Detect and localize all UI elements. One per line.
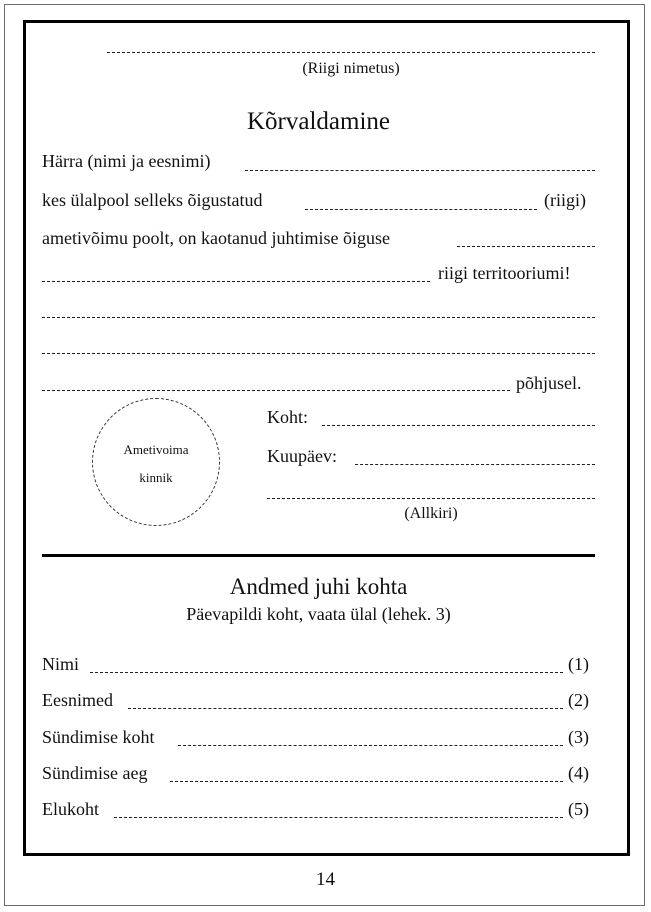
place-label: Koht:: [267, 407, 309, 427]
field-number-4: (4): [568, 763, 589, 783]
authority-label: ametivõimu poolt, on kaotanud juhtimise õiguse: [42, 228, 390, 248]
field-label-firstnames: Eesnimed: [42, 690, 113, 710]
territory-label: riigi territooriumi!: [438, 263, 571, 283]
official-stamp-circle: [92, 398, 220, 526]
authorized-label: kes ülalpool selleks õigustatud: [42, 190, 263, 210]
birthdate-field[interactable]: [170, 781, 563, 782]
residence-field[interactable]: [114, 817, 563, 818]
field-label-residence: Elukoht: [42, 799, 99, 819]
country-word: (riigi): [544, 190, 586, 210]
reason-field-2[interactable]: [42, 353, 595, 354]
country-name-line[interactable]: [107, 52, 595, 53]
field-number-3: (3): [568, 727, 589, 747]
birthplace-field[interactable]: [178, 745, 563, 746]
driver-section-subtitle: Päevapildi koht, vaata ülal (lehek. 3): [186, 604, 451, 624]
date-field[interactable]: [355, 464, 595, 465]
reason-field-3[interactable]: [42, 390, 510, 391]
reason-suffix: põhjusel.: [516, 373, 582, 393]
place-field[interactable]: [322, 425, 595, 426]
section-divider: [42, 554, 595, 557]
form-title: Kõrvaldamine: [246, 108, 390, 135]
field-label-surname: Nimi: [42, 654, 80, 674]
page-number: 14: [316, 869, 335, 890]
reason-field-1[interactable]: [42, 317, 595, 318]
revocation-field[interactable]: [457, 246, 595, 247]
stamp-text-line2: kinnik: [139, 470, 173, 485]
country-name-caption: (Riigi nimetus): [302, 60, 400, 77]
field-number-1: (1): [568, 654, 589, 674]
date-label: Kuupäev:: [267, 446, 337, 466]
name-field[interactable]: [245, 170, 595, 171]
name-label: Härra (nimi ja eesnimi): [42, 151, 211, 171]
field-label-birthplace: Sündimise koht: [42, 727, 155, 747]
authority-field[interactable]: [305, 209, 537, 210]
territory-field[interactable]: [42, 281, 430, 282]
signature-field[interactable]: [267, 498, 595, 499]
surname-field[interactable]: [90, 672, 563, 673]
driver-section-title: Andmed juhi kohta: [229, 574, 408, 599]
stamp-text-line1: Ametivoima: [123, 442, 189, 457]
field-label-birthdate: Sündimise aeg: [42, 763, 148, 783]
signature-caption: (Allkiri): [404, 505, 458, 522]
field-number-5: (5): [568, 799, 589, 819]
firstnames-field[interactable]: [128, 708, 563, 709]
field-number-2: (2): [568, 690, 589, 710]
